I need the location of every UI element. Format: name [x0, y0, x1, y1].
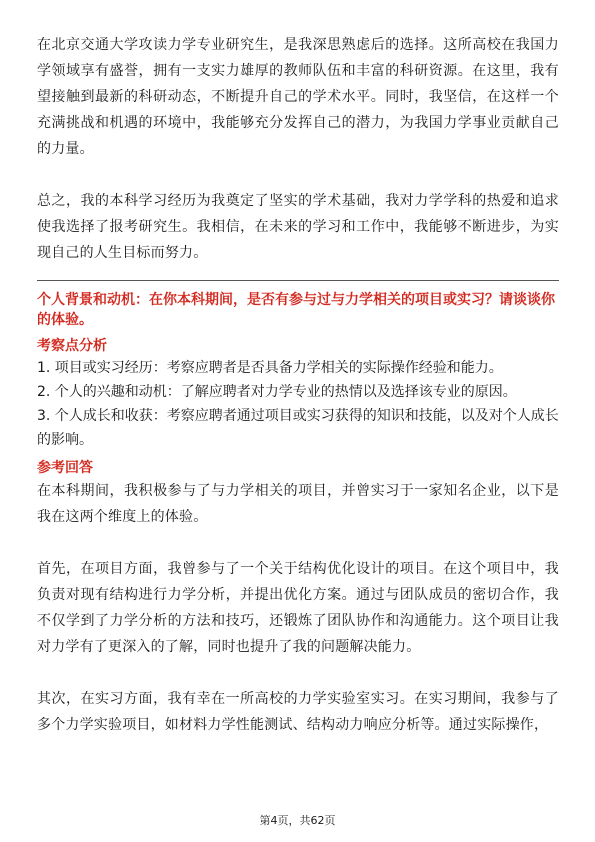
- answer-paragraph-1: 在本科期间，我积极参与了与力学相关的项目，并曾实习于一家知名企业，以下是我在这两个维度上的体验。: [37, 483, 559, 525]
- paragraph-gap: [37, 530, 559, 556]
- page-content: [37, 32, 559, 738]
- answer-paragraph-2: 首先，在项目方面，我曾参与了一个关于结构优化设计的项目。在这个项目中，我负责对现有结构进行力学分析，并提出优化方案。通过与团队成员的密切合作，我不仅学到了力学分析的方法和技巧，还锻炼了团队协作和沟通能力。这个项目让我对力学有了更深入的了解，同时也提升了我的问题解决能力。: [37, 561, 559, 655]
- analysis-item-1: 1. 项目或实习经历：考察应聘者是否具备力学相关的实际操作经验和能力。: [37, 360, 503, 376]
- intro-paragraph-2: 总之，我的本科学习经历为我奠定了坚实的学术基础，我对力学学科的热爱和追求使我选择了报考研究生。我相信，在未来的学习和工作中，我能够不断进步，为实现自己的人生目标而努力。: [37, 193, 559, 261]
- paragraph-gap: [37, 660, 559, 686]
- intro-paragraph-1: 在北京交通大学攻读力学专业研究生，是我深思熟虑后的选择。这所高校在我国力学领域享有盛誉，拥有一支实力雄厚的教师队伍和丰富的科研资源。在这里，我有望接触到最新的科研动态，不断提升自己的学术水平。同时，我坚信，在这样一个充满挑战和机遇的环境中，我能够充分发挥自己的潜力，为我国力学事业贡献自己的力量。: [37, 37, 559, 157]
- analysis-item-2: 2. 个人的兴趣和动机：了解应聘者对力学专业的热情以及选择该专业的原因。: [37, 384, 517, 400]
- page-number-footer: 第4页，共62页: [259, 814, 336, 827]
- answer-title: 参考回答: [37, 460, 93, 476]
- paragraph-gap: [37, 162, 559, 188]
- analysis-list: [37, 356, 559, 452]
- analysis-title: 考察点分析: [37, 338, 107, 354]
- answer-paragraph-3: 其次，在实习方面，我有幸在一所高校的力学实验室实习。在实习期间，我参与了多个力学实验项目，如材料力学性能测试、结构动力响应分析等。通过实际操作，: [37, 691, 559, 733]
- analysis-item-3: 3. 个人成长和收获：考察应聘者通过项目或实习获得的知识和技能，以及对个人成长的影响。: [37, 408, 559, 448]
- question-heading: 个人背景和动机：在你本科期间，是否有参与过与力学相关的项目或实习？请谈谈你的体验。: [37, 292, 555, 328]
- section-divider: [37, 280, 559, 281]
